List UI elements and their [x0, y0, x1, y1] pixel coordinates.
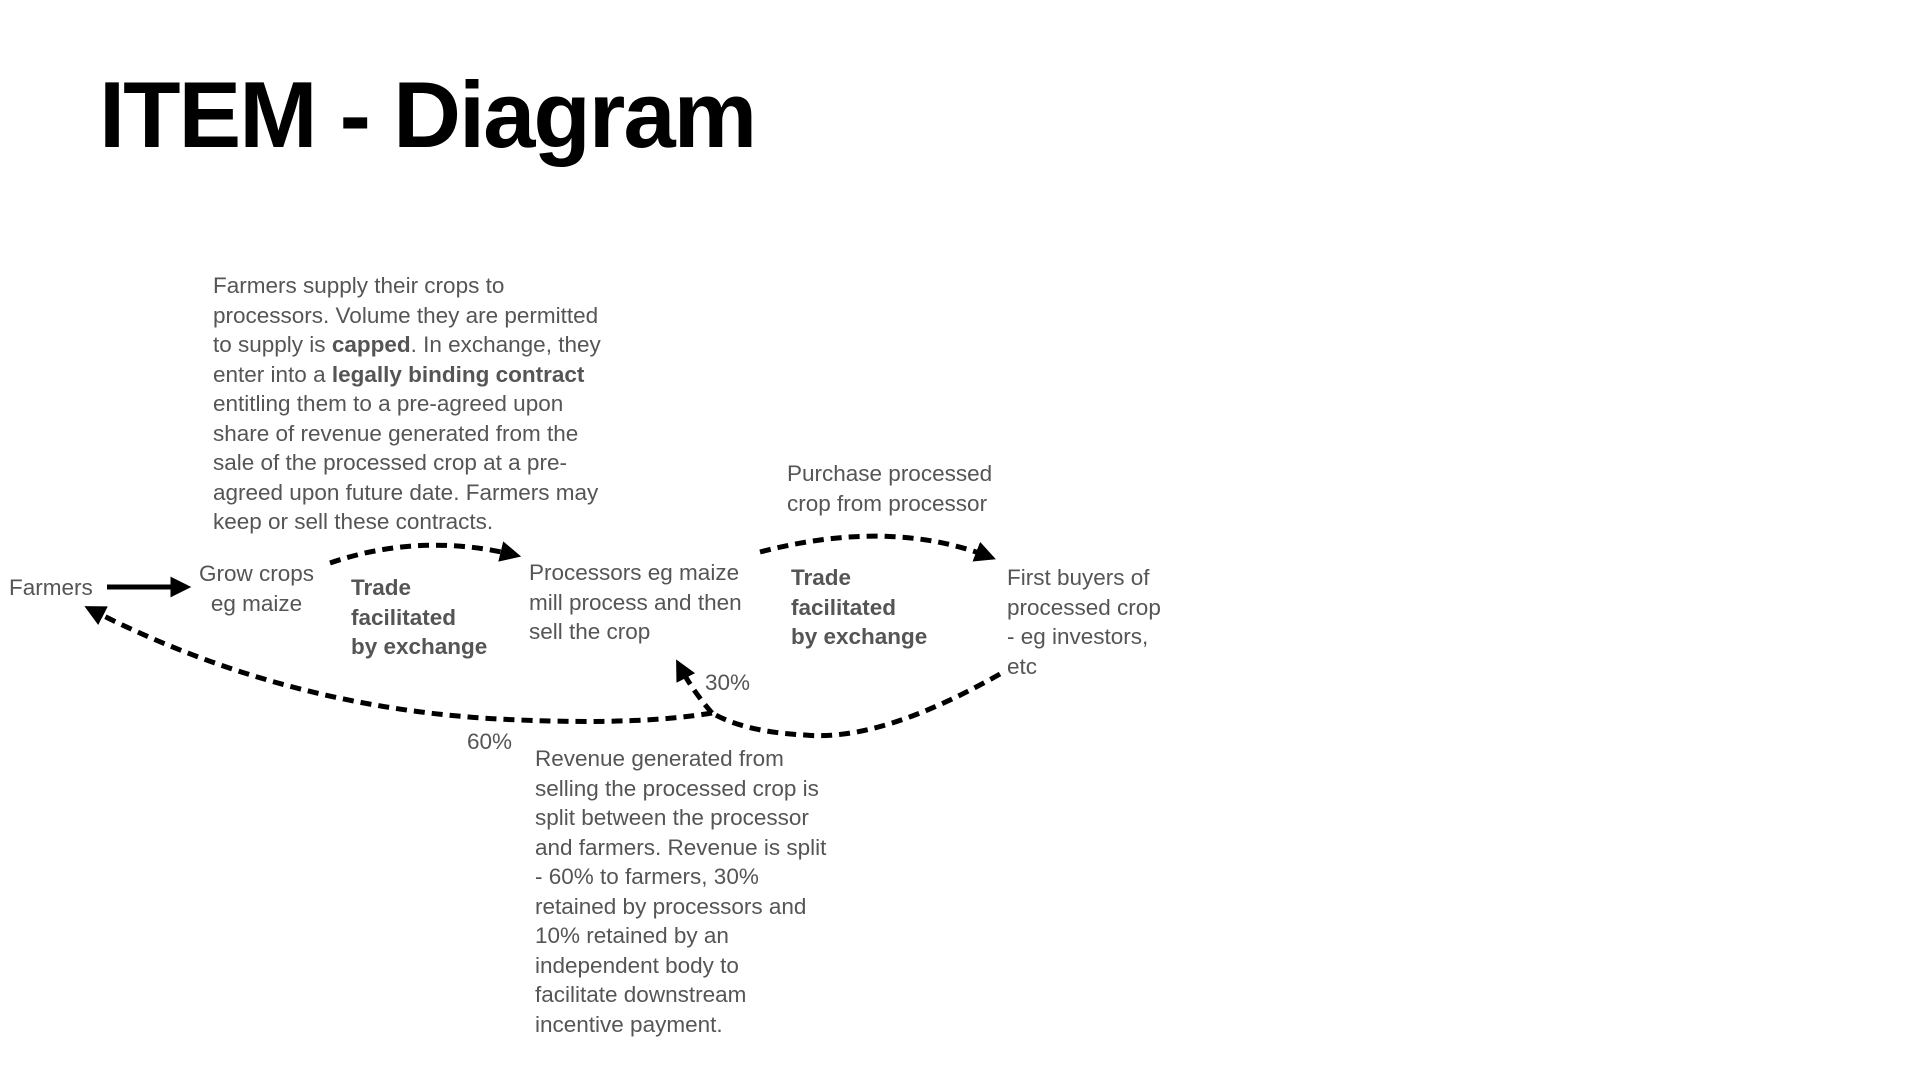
first-buyers-line: - eg investors,: [1007, 624, 1149, 649]
contract-note-line: [213, 360, 601, 390]
revenue-note: [535, 744, 826, 1039]
processors-node: [529, 558, 742, 647]
first-buyers-line: processed crop: [1007, 594, 1161, 620]
grow-crops-line: Grow crops: [199, 561, 315, 586]
grow-crops-line: eg maize: [210, 590, 303, 616]
contract-note-text: . In exchange, they: [410, 332, 601, 357]
contract-note-line: agreed upon future date. Farmers may: [213, 479, 599, 505]
contract-note-line: sale of the processed crop at a pre-: [213, 450, 567, 475]
revenue-note-line: Revenue generated from: [535, 746, 784, 771]
capped-emphasis: capped: [331, 332, 411, 357]
revenue-note-line: and farmers. Revenue is split: [535, 834, 827, 860]
first-buyers-node: [1007, 563, 1161, 681]
revenue-note-line: selling the processed crop is: [535, 775, 819, 801]
arrow-processors-to-buyers: [760, 536, 990, 557]
legally-binding-contract-emphasis: legally binding contract: [331, 361, 585, 387]
trade-label-line: Trade: [351, 575, 412, 600]
contract-note-line: processors. Volume they are permitted: [213, 302, 599, 328]
revenue-note-line: facilitate downstream: [535, 982, 747, 1007]
revenue-note-line: incentive payment.: [535, 1011, 723, 1037]
trade-label-line: by exchange: [791, 624, 928, 649]
contract-note-line: share of revenue generated from the: [213, 420, 579, 446]
trade-label-line: facilitated: [351, 604, 457, 630]
purchase-note-line: crop from processor: [787, 490, 988, 516]
processors-line: Processors eg maize: [529, 560, 740, 585]
processors-line: mill process and then: [529, 589, 742, 615]
contract-note: [213, 271, 601, 537]
trade-label-farmers-processors: [351, 573, 487, 662]
revenue-note-line: - 60% to farmers, 30%: [535, 864, 759, 889]
trade-label-processors-buyers: [791, 563, 927, 652]
arrow-grow-to-processors: [330, 545, 515, 563]
trade-label-line: by exchange: [351, 634, 488, 659]
processors-line: sell the crop: [529, 619, 651, 644]
first-buyers-line: etc: [1007, 653, 1038, 679]
revenue-note-line: 10% retained by an: [535, 923, 729, 948]
trade-label-line: facilitated: [791, 594, 897, 620]
farmers-node: Farmers: [9, 575, 93, 600]
contract-note-text: to supply is: [213, 332, 332, 357]
revenue-note-line: retained by processors and: [535, 893, 807, 919]
first-buyers-line: First buyers of: [1007, 565, 1150, 590]
farmer-share-label: 60%: [467, 729, 513, 754]
grow-crops-node: [199, 559, 314, 618]
processor-share-label: 30%: [705, 670, 751, 695]
contract-note-line: entitling them to a pre-agreed upon: [213, 391, 564, 416]
arrow-revenue-from-buyers: [712, 674, 1000, 736]
revenue-note-line: independent body to: [535, 952, 739, 978]
revenue-note-line: split between the processor: [535, 805, 809, 830]
purchase-note-line: Purchase processed: [787, 461, 993, 486]
contract-note-text: enter into a: [213, 361, 332, 387]
trade-label-line: Trade: [791, 565, 852, 590]
contract-note-line: Farmers supply their crops to: [213, 273, 505, 298]
page-title: ITEM - Diagram: [99, 62, 756, 167]
contract-note-line: [213, 330, 601, 360]
contract-note-line: keep or sell these contracts.: [213, 509, 494, 534]
purchase-note: [787, 459, 992, 518]
